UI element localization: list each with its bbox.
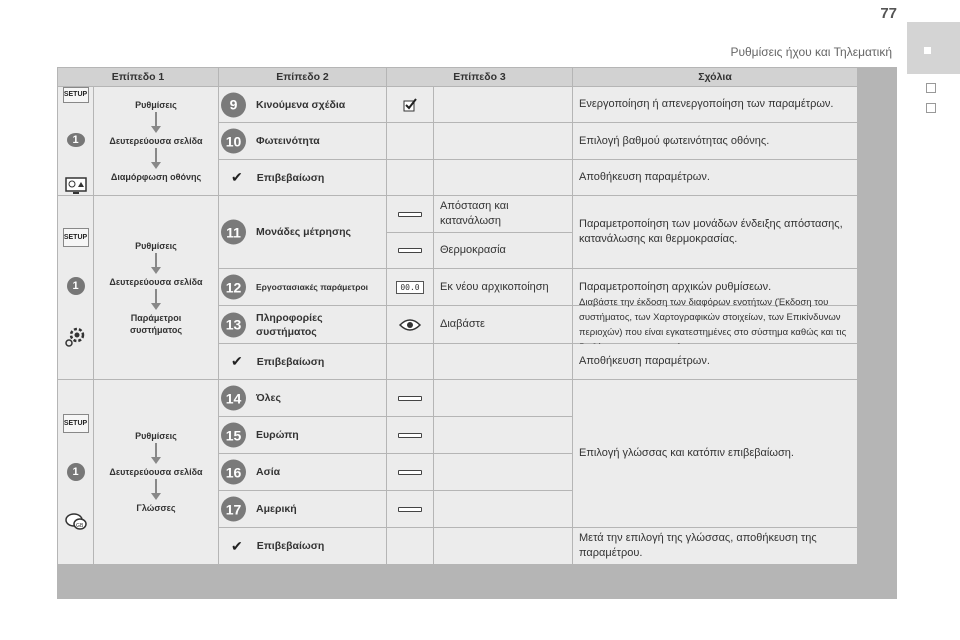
eye-icon-cell[interactable] bbox=[387, 306, 433, 343]
empty-cell bbox=[434, 528, 572, 564]
dash-icon bbox=[398, 212, 422, 217]
level1-icons-display bbox=[58, 87, 93, 195]
menu-path-display bbox=[94, 87, 218, 195]
empty-cell bbox=[434, 491, 572, 527]
comment-language-confirm: Μετά την επιλογή της γλώσσας, αποθήκευση της παραμέτρου. bbox=[573, 528, 857, 564]
empty-cell bbox=[387, 528, 433, 564]
dash-cell[interactable] bbox=[387, 380, 433, 416]
checkbox-checked-icon[interactable] bbox=[403, 98, 417, 112]
header-title: Ρυθμίσεις ήχου και Τηλεματική bbox=[730, 45, 892, 59]
menu-path-system bbox=[94, 196, 218, 379]
number-badge: 12 bbox=[221, 275, 246, 300]
check-icon: ✔ bbox=[231, 169, 243, 185]
option-system-info[interactable] bbox=[219, 306, 386, 343]
option-units[interactable] bbox=[219, 196, 386, 268]
empty-cell bbox=[387, 160, 433, 195]
level1-icons-system bbox=[58, 196, 93, 379]
comment-confirm: Αποθήκευση παραμέτρων. bbox=[573, 344, 857, 379]
empty-cell bbox=[387, 123, 433, 159]
number-one-icon: 1 bbox=[67, 133, 85, 147]
menu-settings: Ρυθμίσεις bbox=[135, 240, 177, 251]
option-label: Ασία bbox=[256, 466, 281, 478]
option-label: Εργοστασιακές παράμετροι bbox=[256, 282, 369, 292]
dash-icon bbox=[398, 470, 422, 475]
option-read[interactable]: Διαβάστε bbox=[434, 306, 572, 343]
comment-brightness: Επιλογή βαθμού φωτεινότητας οθόνης. bbox=[573, 123, 857, 159]
chapter-marker bbox=[924, 47, 931, 54]
column-header-comments: Σχόλια bbox=[573, 68, 857, 86]
page-number: 77 bbox=[880, 5, 897, 22]
column-header-level3: Επίπεδο 3 bbox=[387, 68, 572, 86]
option-factory-params[interactable] bbox=[219, 269, 386, 305]
dash-cell[interactable] bbox=[387, 417, 433, 453]
arrow-down-icon bbox=[150, 148, 162, 170]
system-settings-icon bbox=[65, 325, 87, 347]
comment-animations: Ενεργοποίηση ή απενεργοποίηση των παραμέτρων. bbox=[573, 87, 857, 122]
dash-icon bbox=[398, 433, 422, 438]
empty-cell bbox=[434, 417, 572, 453]
number-one-icon: 1 bbox=[67, 277, 85, 295]
comment-factory-params: Παραμετροποίηση αρχικών ρυθμίσεων. bbox=[573, 269, 857, 305]
option-label: Αμερική bbox=[256, 503, 297, 515]
setup-icon: SETUP bbox=[63, 414, 89, 433]
option-label: Πληροφορίες συστήματος bbox=[256, 311, 323, 338]
option-label: Ευρώπη bbox=[256, 429, 299, 441]
number-badge: 14 bbox=[221, 386, 246, 411]
level1-icons-languages bbox=[58, 380, 93, 564]
option-label: Φωτεινότητα bbox=[256, 135, 320, 147]
option-label: Κινούμενα σχέδια bbox=[256, 98, 346, 111]
option-america[interactable] bbox=[219, 491, 386, 527]
number-badge: 16 bbox=[221, 460, 246, 485]
menu-path-languages bbox=[94, 380, 218, 564]
settings-table bbox=[57, 67, 897, 599]
check-icon: ✔ bbox=[231, 537, 243, 554]
menu-settings: Ρυθμίσεις bbox=[135, 431, 177, 441]
arrow-down-icon bbox=[150, 112, 162, 134]
check-icon: ✔ bbox=[231, 353, 243, 369]
option-brightness[interactable] bbox=[219, 123, 386, 159]
empty-cell bbox=[434, 454, 572, 490]
option-europe[interactable] bbox=[219, 417, 386, 453]
chapter-outline-2[interactable] bbox=[926, 103, 936, 113]
option-temperature[interactable]: Θερμοκρασία bbox=[434, 233, 572, 268]
dash-cell[interactable] bbox=[387, 454, 433, 490]
comment-confirm: Αποθήκευση παραμέτρων. bbox=[573, 160, 857, 195]
display-settings-icon bbox=[65, 177, 87, 195]
menu-settings: Ρυθμίσεις bbox=[135, 100, 177, 110]
number-badge: 17 bbox=[221, 497, 246, 522]
number-one-icon: 1 bbox=[67, 463, 85, 481]
menu-secondary-page: Δευτερεύουσα σελίδα bbox=[109, 467, 203, 477]
number-badge: 9 bbox=[221, 92, 246, 117]
comment-language-select: Επιλογή γλώσσας και κατόπιν επιβεβαίωση. bbox=[573, 380, 857, 527]
dash-icon bbox=[398, 396, 422, 401]
empty-cell bbox=[434, 344, 572, 379]
arrow-down-icon bbox=[150, 253, 162, 275]
option-all-languages[interactable] bbox=[219, 380, 386, 416]
arrow-down-icon bbox=[150, 443, 162, 465]
option-label: Επιβεβαίωση bbox=[256, 540, 325, 552]
option-asia[interactable] bbox=[219, 454, 386, 490]
menu-secondary-page: Δευτερεύουσα σελίδα bbox=[109, 136, 203, 146]
option-label: Επιβεβαίωση bbox=[256, 355, 325, 368]
dash-cell[interactable] bbox=[387, 233, 433, 268]
comment-units: Παραμετροποίηση των μονάδων ένδειξης απόστασης, κατανάλωσης και θερμοκρασίας. bbox=[573, 196, 857, 268]
arrow-down-icon bbox=[150, 289, 162, 311]
menu-secondary-page: Δευτερεύουσα σελίδα bbox=[109, 276, 203, 287]
empty-cell bbox=[434, 87, 572, 122]
option-label: Όλες bbox=[256, 392, 281, 404]
factory-reset-icon: 00.0 bbox=[396, 281, 423, 294]
number-badge: 13 bbox=[221, 312, 246, 337]
chapter-outline-1[interactable] bbox=[926, 83, 936, 93]
column-header-level1: Επίπεδο 1 bbox=[58, 68, 218, 86]
number-badge: 11 bbox=[221, 220, 246, 245]
dash-cell[interactable] bbox=[387, 491, 433, 527]
menu-display-config: Διαμόρφωση οθόνης bbox=[110, 172, 202, 182]
dash-cell[interactable] bbox=[387, 196, 433, 232]
empty-cell bbox=[387, 344, 433, 379]
svg-text:GB: GB bbox=[75, 522, 83, 529]
default-icon-cell[interactable] bbox=[387, 269, 433, 305]
option-label: Επιβεβαίωση bbox=[256, 171, 325, 184]
option-confirm[interactable] bbox=[219, 160, 386, 195]
option-distance-consumption[interactable]: Απόσταση και κατανάλωση bbox=[434, 196, 572, 232]
option-confirm[interactable] bbox=[219, 528, 386, 564]
dash-icon bbox=[398, 248, 422, 253]
checkbox-cell[interactable] bbox=[387, 87, 433, 122]
option-label: Μονάδες μέτρησης bbox=[256, 226, 351, 238]
arrow-down-icon bbox=[150, 479, 162, 501]
comment-system-info: συστήματος, των Χαρτογραφικών στοιχείων, των Επικίνδυνων περιοχών) που είναι εγκατεστημένες στο σύστημα καθώς και τις bbox=[573, 306, 857, 343]
empty-cell bbox=[434, 380, 572, 416]
option-reinitialize[interactable]: Εκ νέου αρχικοποίηση bbox=[434, 269, 572, 305]
column-header-level2: Επίπεδο 2 bbox=[219, 68, 386, 86]
empty-cell bbox=[434, 160, 572, 195]
eye-icon bbox=[399, 318, 421, 332]
number-badge: 15 bbox=[221, 423, 246, 448]
chapter-tab[interactable] bbox=[907, 22, 960, 74]
setup-icon: SETUP bbox=[63, 228, 89, 247]
menu-system-params: Παράμετροι συστήματος bbox=[129, 312, 183, 335]
option-animations[interactable] bbox=[219, 87, 386, 122]
languages-icon bbox=[64, 511, 88, 531]
empty-cell bbox=[434, 123, 572, 159]
dash-icon bbox=[398, 507, 422, 512]
setup-icon: SETUP bbox=[63, 87, 89, 103]
number-badge: 10 bbox=[221, 129, 246, 154]
option-confirm[interactable] bbox=[219, 344, 386, 379]
menu-languages: Γλώσσες bbox=[136, 503, 176, 513]
